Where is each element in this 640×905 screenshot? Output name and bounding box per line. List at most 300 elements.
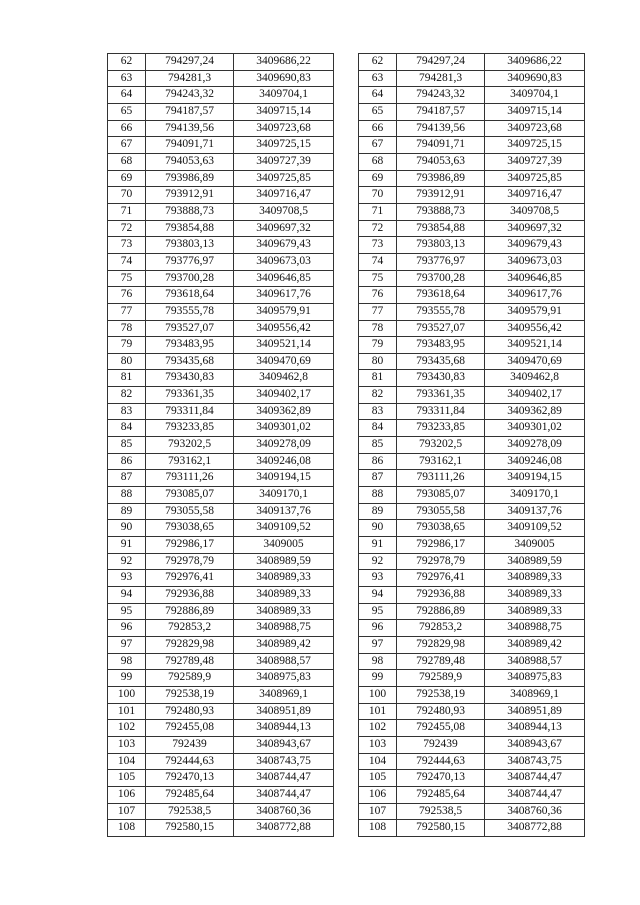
x-coordinate-cell: 793986,89 — [146, 170, 234, 187]
y-coordinate-cell: 3409679,43 — [485, 237, 585, 254]
y-coordinate-cell: 3408772,88 — [234, 820, 334, 837]
x-coordinate-cell: 792936,88 — [146, 587, 234, 604]
point-number-cell: 75 — [359, 270, 397, 287]
point-number-cell: 93 — [359, 570, 397, 587]
point-number-cell: 69 — [108, 170, 146, 187]
y-coordinate-cell: 3408944,13 — [485, 720, 585, 737]
x-coordinate-cell: 792480,93 — [397, 703, 485, 720]
y-coordinate-cell: 3408989,33 — [234, 570, 334, 587]
point-number-cell: 104 — [108, 753, 146, 770]
y-coordinate-cell: 3409716,47 — [485, 187, 585, 204]
x-coordinate-cell: 793111,26 — [146, 470, 234, 487]
x-coordinate-cell: 794139,56 — [397, 120, 485, 137]
point-number-cell: 105 — [359, 770, 397, 787]
point-number-cell: 76 — [359, 287, 397, 304]
point-number-cell: 99 — [359, 670, 397, 687]
x-coordinate-cell: 793038,65 — [397, 520, 485, 537]
x-coordinate-cell: 792444,63 — [146, 753, 234, 770]
point-number-cell: 73 — [359, 237, 397, 254]
y-coordinate-cell: 3408760,36 — [234, 803, 334, 820]
x-coordinate-cell: 792589,9 — [397, 670, 485, 687]
y-coordinate-cell: 3409725,15 — [234, 137, 334, 154]
x-coordinate-cell: 792455,08 — [397, 720, 485, 737]
point-number-cell: 82 — [108, 387, 146, 404]
point-number-cell: 100 — [359, 686, 397, 703]
table-row — [359, 686, 585, 703]
table-row — [359, 320, 585, 337]
table-row — [108, 403, 334, 420]
table-row — [108, 720, 334, 737]
point-number-cell: 92 — [359, 553, 397, 570]
x-coordinate-cell: 793700,28 — [146, 270, 234, 287]
point-number-cell: 71 — [359, 203, 397, 220]
point-number-cell: 107 — [108, 803, 146, 820]
table-row — [359, 636, 585, 653]
point-number-cell: 66 — [108, 120, 146, 137]
x-coordinate-cell: 793202,5 — [146, 437, 234, 454]
table-row — [108, 437, 334, 454]
y-coordinate-cell: 3409727,39 — [234, 153, 334, 170]
x-coordinate-cell: 793618,64 — [146, 287, 234, 304]
point-number-cell: 63 — [108, 70, 146, 87]
x-coordinate-cell: 792829,98 — [397, 636, 485, 653]
y-coordinate-cell: 3409617,76 — [234, 287, 334, 304]
x-coordinate-cell: 794281,3 — [397, 70, 485, 87]
table-row — [108, 87, 334, 104]
y-coordinate-cell: 3408969,1 — [234, 686, 334, 703]
table-row — [108, 270, 334, 287]
table-row — [108, 203, 334, 220]
x-coordinate-cell: 793038,65 — [146, 520, 234, 537]
y-coordinate-cell: 3409278,09 — [234, 437, 334, 454]
table-row — [359, 253, 585, 270]
point-number-cell: 65 — [108, 103, 146, 120]
x-coordinate-cell: 793435,68 — [146, 353, 234, 370]
point-number-cell: 78 — [108, 320, 146, 337]
table-row — [359, 670, 585, 687]
table-row — [108, 137, 334, 154]
y-coordinate-cell: 3409725,85 — [234, 170, 334, 187]
x-coordinate-cell: 793435,68 — [397, 353, 485, 370]
table-row — [359, 653, 585, 670]
y-coordinate-cell: 3409521,14 — [485, 337, 585, 354]
y-coordinate-cell: 3409704,1 — [234, 87, 334, 104]
y-coordinate-cell: 3408975,83 — [234, 670, 334, 687]
point-number-cell: 62 — [359, 54, 397, 71]
table-row — [108, 636, 334, 653]
x-coordinate-cell: 793854,88 — [397, 220, 485, 237]
point-number-cell: 96 — [108, 620, 146, 637]
x-coordinate-cell: 792485,64 — [146, 786, 234, 803]
point-number-cell: 65 — [359, 103, 397, 120]
table-row — [359, 570, 585, 587]
table-row — [108, 320, 334, 337]
x-coordinate-cell: 792853,2 — [146, 620, 234, 637]
x-coordinate-cell: 792538,19 — [146, 686, 234, 703]
y-coordinate-cell: 3409362,89 — [234, 403, 334, 420]
y-coordinate-cell: 3408743,75 — [234, 753, 334, 770]
table-row — [108, 587, 334, 604]
y-coordinate-cell: 3409470,69 — [234, 353, 334, 370]
table-row — [108, 370, 334, 387]
x-coordinate-cell: 792976,41 — [397, 570, 485, 587]
table-row — [359, 470, 585, 487]
table-row — [359, 770, 585, 787]
x-coordinate-cell: 793430,83 — [397, 370, 485, 387]
y-coordinate-cell: 3408988,57 — [234, 653, 334, 670]
point-number-cell: 108 — [108, 820, 146, 837]
y-coordinate-cell: 3408989,42 — [485, 636, 585, 653]
x-coordinate-cell: 793555,78 — [397, 303, 485, 320]
x-coordinate-cell: 794281,3 — [146, 70, 234, 87]
x-coordinate-cell: 793700,28 — [397, 270, 485, 287]
table-row — [359, 387, 585, 404]
table-row — [359, 303, 585, 320]
point-number-cell: 69 — [359, 170, 397, 187]
x-coordinate-cell: 793233,85 — [146, 420, 234, 437]
x-coordinate-cell: 792538,5 — [146, 803, 234, 820]
table-row — [359, 503, 585, 520]
point-number-cell: 100 — [108, 686, 146, 703]
coordinate-table-right — [358, 53, 585, 837]
point-number-cell: 62 — [108, 54, 146, 71]
table-row — [359, 720, 585, 737]
x-coordinate-cell: 792439 — [146, 736, 234, 753]
x-coordinate-cell: 793555,78 — [146, 303, 234, 320]
point-number-cell: 91 — [108, 537, 146, 554]
y-coordinate-cell: 3409646,85 — [485, 270, 585, 287]
y-coordinate-cell: 3409462,8 — [485, 370, 585, 387]
point-number-cell: 70 — [359, 187, 397, 204]
point-number-cell: 81 — [108, 370, 146, 387]
table-row — [108, 470, 334, 487]
x-coordinate-cell: 792789,48 — [397, 653, 485, 670]
point-number-cell: 80 — [108, 353, 146, 370]
table-row — [108, 770, 334, 787]
x-coordinate-cell: 792538,19 — [397, 686, 485, 703]
x-coordinate-cell: 794053,63 — [146, 153, 234, 170]
point-number-cell: 97 — [108, 636, 146, 653]
y-coordinate-cell: 3409716,47 — [234, 187, 334, 204]
point-number-cell: 96 — [359, 620, 397, 637]
table-row — [108, 553, 334, 570]
y-coordinate-cell: 3409579,91 — [234, 303, 334, 320]
x-coordinate-cell: 792829,98 — [146, 636, 234, 653]
point-number-cell: 77 — [359, 303, 397, 320]
y-coordinate-cell: 3409679,43 — [234, 237, 334, 254]
table-row — [108, 537, 334, 554]
table-row — [359, 603, 585, 620]
point-number-cell: 88 — [108, 487, 146, 504]
table-row — [108, 670, 334, 687]
table-row — [359, 620, 585, 637]
y-coordinate-cell: 3408989,33 — [485, 570, 585, 587]
y-coordinate-cell: 3409137,76 — [234, 503, 334, 520]
point-number-cell: 85 — [359, 437, 397, 454]
x-coordinate-cell: 794187,57 — [397, 103, 485, 120]
x-coordinate-cell: 792986,17 — [146, 537, 234, 554]
y-coordinate-cell: 3409005 — [485, 537, 585, 554]
point-number-cell: 77 — [108, 303, 146, 320]
table-row — [108, 54, 334, 71]
point-number-cell: 102 — [359, 720, 397, 737]
point-number-cell: 94 — [108, 587, 146, 604]
x-coordinate-cell: 793527,07 — [146, 320, 234, 337]
point-number-cell: 106 — [108, 786, 146, 803]
point-number-cell: 70 — [108, 187, 146, 204]
point-number-cell: 92 — [108, 553, 146, 570]
x-coordinate-cell: 794053,63 — [397, 153, 485, 170]
y-coordinate-cell: 3409402,17 — [485, 387, 585, 404]
x-coordinate-cell: 793776,97 — [397, 253, 485, 270]
x-coordinate-cell: 793483,95 — [397, 337, 485, 354]
point-number-cell: 64 — [108, 87, 146, 104]
y-coordinate-cell: 3409690,83 — [485, 70, 585, 87]
y-coordinate-cell: 3409697,32 — [234, 220, 334, 237]
y-coordinate-cell: 3409470,69 — [485, 353, 585, 370]
table-row — [108, 337, 334, 354]
table-row — [359, 270, 585, 287]
y-coordinate-cell: 3408744,47 — [485, 786, 585, 803]
table-row — [108, 420, 334, 437]
table-row — [359, 437, 585, 454]
table-row — [359, 753, 585, 770]
table-row — [108, 786, 334, 803]
x-coordinate-cell: 794091,71 — [397, 137, 485, 154]
table-row — [108, 736, 334, 753]
table-row — [359, 736, 585, 753]
coordinate-table-right-body — [359, 54, 585, 837]
point-number-cell: 63 — [359, 70, 397, 87]
point-number-cell: 86 — [359, 453, 397, 470]
y-coordinate-cell: 3409462,8 — [234, 370, 334, 387]
table-row — [108, 253, 334, 270]
table-row — [359, 337, 585, 354]
point-number-cell: 79 — [359, 337, 397, 354]
coordinate-table-left-body — [108, 54, 334, 837]
y-coordinate-cell: 3409715,14 — [234, 103, 334, 120]
table-row — [359, 120, 585, 137]
point-number-cell: 98 — [359, 653, 397, 670]
point-number-cell: 89 — [108, 503, 146, 520]
y-coordinate-cell: 3408969,1 — [485, 686, 585, 703]
y-coordinate-cell: 3409690,83 — [234, 70, 334, 87]
x-coordinate-cell: 793202,5 — [397, 437, 485, 454]
table-row — [359, 137, 585, 154]
x-coordinate-cell: 792986,17 — [397, 537, 485, 554]
x-coordinate-cell: 793055,58 — [146, 503, 234, 520]
y-coordinate-cell: 3409109,52 — [234, 520, 334, 537]
y-coordinate-cell: 3408989,33 — [234, 603, 334, 620]
table-row — [108, 653, 334, 670]
x-coordinate-cell: 793803,13 — [397, 237, 485, 254]
x-coordinate-cell: 793085,07 — [397, 487, 485, 504]
y-coordinate-cell: 3409704,1 — [485, 87, 585, 104]
table-row — [108, 187, 334, 204]
point-number-cell: 95 — [359, 603, 397, 620]
table-row — [359, 170, 585, 187]
x-coordinate-cell: 794091,71 — [146, 137, 234, 154]
table-row — [108, 453, 334, 470]
y-coordinate-cell: 3408744,47 — [234, 786, 334, 803]
point-number-cell: 79 — [108, 337, 146, 354]
table-row — [359, 587, 585, 604]
x-coordinate-cell: 794297,24 — [146, 54, 234, 71]
x-coordinate-cell: 792936,88 — [397, 587, 485, 604]
x-coordinate-cell: 793854,88 — [146, 220, 234, 237]
point-number-cell: 64 — [359, 87, 397, 104]
y-coordinate-cell: 3409194,15 — [485, 470, 585, 487]
x-coordinate-cell: 792538,5 — [397, 803, 485, 820]
table-row — [108, 820, 334, 837]
x-coordinate-cell: 794139,56 — [146, 120, 234, 137]
y-coordinate-cell: 3408951,89 — [485, 703, 585, 720]
y-coordinate-cell: 3409723,68 — [234, 120, 334, 137]
table-row — [108, 487, 334, 504]
point-number-cell: 72 — [108, 220, 146, 237]
table-row — [359, 537, 585, 554]
table-row — [108, 703, 334, 720]
table-row — [359, 820, 585, 837]
table-row — [108, 620, 334, 637]
point-number-cell: 84 — [359, 420, 397, 437]
table-row — [359, 54, 585, 71]
y-coordinate-cell: 3408989,42 — [234, 636, 334, 653]
x-coordinate-cell: 793162,1 — [146, 453, 234, 470]
y-coordinate-cell: 3409715,14 — [485, 103, 585, 120]
x-coordinate-cell: 793111,26 — [397, 470, 485, 487]
table-row — [108, 237, 334, 254]
table-row — [108, 353, 334, 370]
y-coordinate-cell: 3409556,42 — [485, 320, 585, 337]
x-coordinate-cell: 793361,35 — [397, 387, 485, 404]
table-row — [359, 287, 585, 304]
x-coordinate-cell: 792978,79 — [397, 553, 485, 570]
x-coordinate-cell: 792789,48 — [146, 653, 234, 670]
x-coordinate-cell: 792444,63 — [397, 753, 485, 770]
y-coordinate-cell: 3409170,1 — [485, 487, 585, 504]
x-coordinate-cell: 793085,07 — [146, 487, 234, 504]
y-coordinate-cell: 3409301,02 — [485, 420, 585, 437]
y-coordinate-cell: 3409725,15 — [485, 137, 585, 154]
y-coordinate-cell: 3409521,14 — [234, 337, 334, 354]
point-number-cell: 99 — [108, 670, 146, 687]
point-number-cell: 86 — [108, 453, 146, 470]
point-number-cell: 67 — [108, 137, 146, 154]
y-coordinate-cell: 3408988,75 — [485, 620, 585, 637]
y-coordinate-cell: 3408975,83 — [485, 670, 585, 687]
x-coordinate-cell: 792978,79 — [146, 553, 234, 570]
x-coordinate-cell: 792470,13 — [146, 770, 234, 787]
y-coordinate-cell: 3409725,85 — [485, 170, 585, 187]
point-number-cell: 85 — [108, 437, 146, 454]
x-coordinate-cell: 793527,07 — [397, 320, 485, 337]
x-coordinate-cell: 793912,91 — [397, 187, 485, 204]
table-row — [108, 520, 334, 537]
y-coordinate-cell: 3408989,33 — [234, 587, 334, 604]
point-number-cell: 83 — [108, 403, 146, 420]
point-number-cell: 101 — [108, 703, 146, 720]
point-number-cell: 89 — [359, 503, 397, 520]
table-row — [108, 753, 334, 770]
table-row — [108, 686, 334, 703]
y-coordinate-cell: 3409708,5 — [234, 203, 334, 220]
y-coordinate-cell: 3409402,17 — [234, 387, 334, 404]
y-coordinate-cell: 3408744,47 — [234, 770, 334, 787]
y-coordinate-cell: 3408943,67 — [234, 736, 334, 753]
y-coordinate-cell: 3408760,36 — [485, 803, 585, 820]
x-coordinate-cell: 792853,2 — [397, 620, 485, 637]
y-coordinate-cell: 3409579,91 — [485, 303, 585, 320]
table-row — [359, 353, 585, 370]
y-coordinate-cell: 3409362,89 — [485, 403, 585, 420]
table-row — [108, 120, 334, 137]
x-coordinate-cell: 792580,15 — [146, 820, 234, 837]
point-number-cell: 102 — [108, 720, 146, 737]
x-coordinate-cell: 794243,32 — [146, 87, 234, 104]
point-number-cell: 87 — [359, 470, 397, 487]
point-number-cell: 90 — [108, 520, 146, 537]
table-row — [108, 103, 334, 120]
point-number-cell: 78 — [359, 320, 397, 337]
x-coordinate-cell: 793162,1 — [397, 453, 485, 470]
y-coordinate-cell: 3409301,02 — [234, 420, 334, 437]
point-number-cell: 82 — [359, 387, 397, 404]
x-coordinate-cell: 793888,73 — [397, 203, 485, 220]
table-row — [108, 153, 334, 170]
table-row — [108, 70, 334, 87]
y-coordinate-cell: 3408951,89 — [234, 703, 334, 720]
point-number-cell: 106 — [359, 786, 397, 803]
y-coordinate-cell: 3409727,39 — [485, 153, 585, 170]
x-coordinate-cell: 792485,64 — [397, 786, 485, 803]
table-row — [108, 387, 334, 404]
point-number-cell: 66 — [359, 120, 397, 137]
x-coordinate-cell: 792455,08 — [146, 720, 234, 737]
table-row — [108, 603, 334, 620]
table-row — [359, 403, 585, 420]
y-coordinate-cell: 3408988,75 — [234, 620, 334, 637]
x-coordinate-cell: 793430,83 — [146, 370, 234, 387]
y-coordinate-cell: 3409246,08 — [234, 453, 334, 470]
y-coordinate-cell: 3409646,85 — [234, 270, 334, 287]
y-coordinate-cell: 3409617,76 — [485, 287, 585, 304]
table-row — [359, 220, 585, 237]
point-number-cell: 72 — [359, 220, 397, 237]
x-coordinate-cell: 793361,35 — [146, 387, 234, 404]
y-coordinate-cell: 3409673,03 — [234, 253, 334, 270]
y-coordinate-cell: 3408989,59 — [485, 553, 585, 570]
point-number-cell: 88 — [359, 487, 397, 504]
y-coordinate-cell: 3409723,68 — [485, 120, 585, 137]
table-row — [108, 570, 334, 587]
point-number-cell: 104 — [359, 753, 397, 770]
x-coordinate-cell: 794297,24 — [397, 54, 485, 71]
point-number-cell: 91 — [359, 537, 397, 554]
table-row — [359, 187, 585, 204]
point-number-cell: 93 — [108, 570, 146, 587]
x-coordinate-cell: 792480,93 — [146, 703, 234, 720]
point-number-cell: 98 — [108, 653, 146, 670]
point-number-cell: 74 — [108, 253, 146, 270]
x-coordinate-cell: 793233,85 — [397, 420, 485, 437]
table-row — [359, 553, 585, 570]
y-coordinate-cell: 3408989,33 — [485, 587, 585, 604]
point-number-cell: 105 — [108, 770, 146, 787]
x-coordinate-cell: 793803,13 — [146, 237, 234, 254]
table-row — [359, 703, 585, 720]
y-coordinate-cell: 3408943,67 — [485, 736, 585, 753]
